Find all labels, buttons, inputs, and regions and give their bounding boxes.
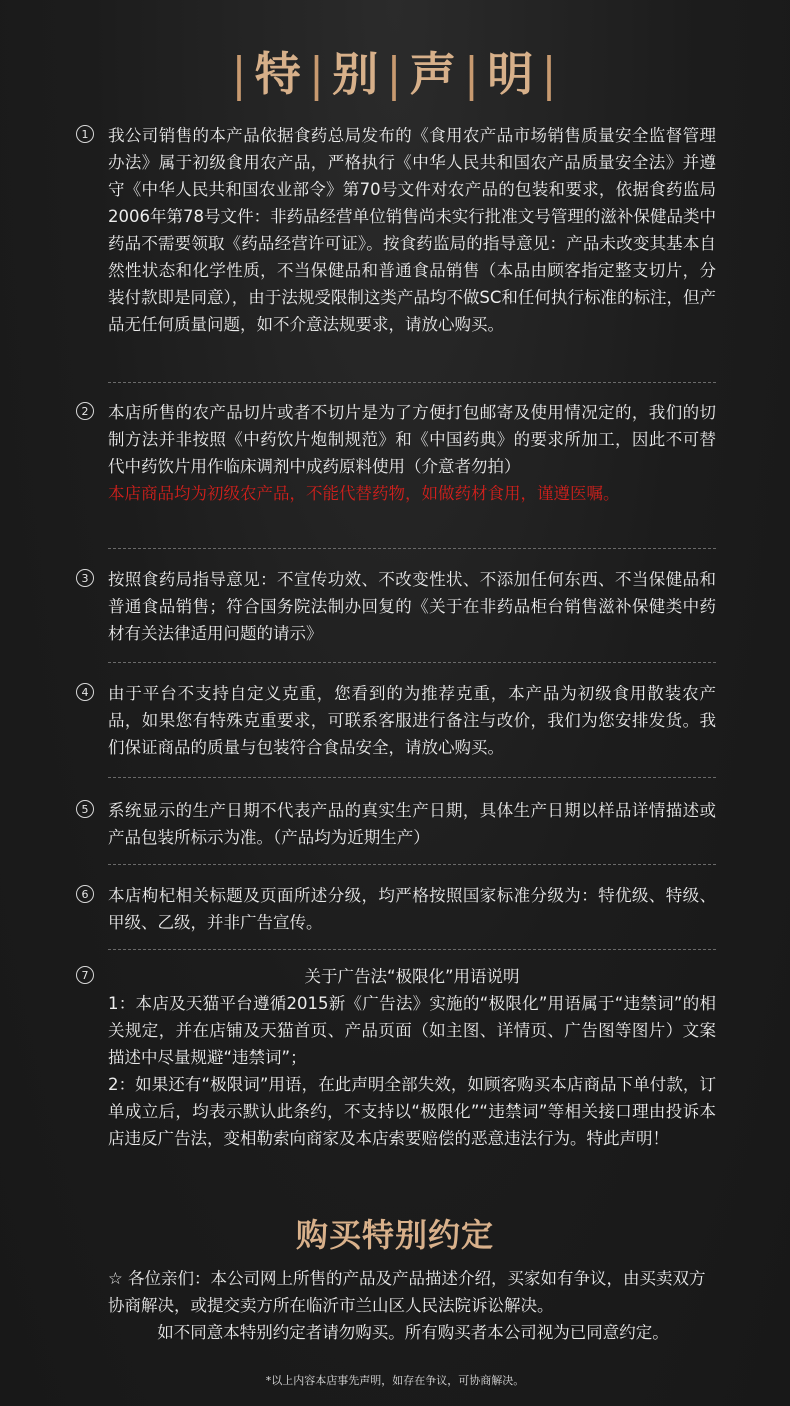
item-text: 本店所售的农产品切片或者不切片是为了方便打包邮寄及使用情况定的，我们的切制方法并非按照《中药饮片炮制规范》和《中国药典》的要求所加工，因此不可替代中药饮片用作临床调剂中成药原料使用（介意者勿拍） — [108, 403, 716, 476]
divider — [108, 382, 716, 383]
item-text: 系统显示的生产日期不代表产品的真实生产日期，具体生产日期以样品详情描述或产品包装所标示为准。（产品均为近期生产） — [108, 801, 716, 847]
title-char: 声 — [409, 47, 458, 101]
item-text: 由于平台不支持自定义克重，您看到的为推荐克重，本产品为初级食用散装农产品，如果您有特殊克重要求，可联系客服进行备注与改价，我们为您安排发货。我们保证商品的质量与包装符合食品安全，请放心购买。 — [108, 684, 716, 757]
agreement-paragraph — [108, 1265, 718, 1319]
statement-item-7 — [76, 963, 716, 1152]
title-char: 别 — [332, 47, 381, 101]
title-char: 明 — [487, 47, 536, 101]
divider — [108, 548, 716, 549]
agreement-line: 如不同意本特别约定者请勿购买。所有购买者本公司视为已同意约定。 — [157, 1323, 669, 1342]
item-text: 1：本店及天猫平台遵循2015新《广告法》实施的“极限化”用语属于“违禁词”的相关规定，并在店铺及天猫首页、产品页面（如主图、详情页、广告图等图片）文案描述中尽量规避“违禁词”； — [108, 994, 716, 1067]
item-text: 按照食药局指导意见：不宣传功效、不改变性状、不添加任何东西、不当保健品和普通食品销售；符合国务院法制办回复的《关于在非药品柜台销售滋补保健类中药材有关法律适用问题的请示》 — [108, 570, 716, 643]
item-text: 2：如果还有“极限词”用语，在此声明全部失效，如顾客购买本店商品下单付款，订单成立后，均表示默认此条约，不支持以“极限化”“违禁词”等相关接口理由投诉本店违反广告法，变相勒索向商家及本店索要赔偿的恶意违法行为。特此声明！ — [108, 1075, 716, 1148]
item-text: 我公司销售的本产品依据食药总局发布的《食用农产品市场销售质量安全监督管理办法》属于初级食用农产品，严格执行《中华人民共和国农产品质量安全法》并遵守《中华人民共和国农业部令》第70号文件对农产品的包装和要求，依据食药监局2006年第78号文件：非药品经营单位销售尚未实行批准文号管理的滋补保健品类中药品不需要领取《药品经营许可证》。按食药监局的指导意见：产品未改变其基本自然性状态和化学性质，不当保健品和普通食品销售（本品由顾客指定整支切片，分装付款即是同意），由于法规受限制这类产品均不做SC和任何执行标准的标注，但产品无任何质量问题，如不介意法规要求，请放心购买。 — [108, 126, 716, 334]
agreement-line: 各位亲们：本公司网上所售的产品及产品描述介绍，买家如有争议，由买卖双方协商解决，或提交卖方所在临沂市兰山区人民法院诉讼解决。 — [108, 1269, 706, 1315]
item-subtitle: 关于广告法“极限化”用语说明 — [304, 967, 520, 986]
item-number: 4 — [76, 683, 94, 701]
item-number: 1 — [76, 125, 94, 143]
statement-item-5 — [76, 797, 716, 851]
title-separator: | — [308, 47, 327, 101]
title-separator: | — [231, 47, 249, 101]
item-text: 本店枸杞相关标题及页面所述分级，均严格按照国家标准分级为：特优级、特级、甲级、乙级，并非广告宣传。 — [108, 886, 716, 932]
star-icon: ☆ — [108, 1269, 123, 1288]
title-char: 特 — [254, 47, 303, 101]
title-separator: | — [541, 47, 559, 101]
statement-item-3 — [76, 566, 716, 647]
warning-text: 本店商品均为初级农产品，不能代替药物，如做药材食用，谨遵医嘱。 — [108, 484, 620, 503]
divider — [108, 949, 716, 950]
item-number: 6 — [76, 885, 94, 903]
statement-item-4 — [76, 680, 716, 761]
title-separator: | — [463, 47, 482, 101]
divider — [108, 777, 716, 778]
agreement-text — [108, 1265, 718, 1346]
statement-item-6 — [76, 882, 716, 936]
item-number: 5 — [76, 800, 94, 818]
statement-item-2 — [76, 399, 716, 507]
statement-item-1 — [76, 122, 716, 338]
agreement-title: 购买特别约定 — [295, 1216, 494, 1254]
item-number: 2 — [76, 402, 94, 420]
page-title — [0, 38, 790, 104]
item-number: 3 — [76, 569, 94, 587]
divider — [108, 662, 716, 663]
footnote: *以上内容本店事先声明，如存在争议，可协商解决。 — [265, 1374, 525, 1387]
title-separator: | — [386, 47, 404, 101]
divider — [108, 864, 716, 865]
item-number: 7 — [76, 966, 94, 984]
